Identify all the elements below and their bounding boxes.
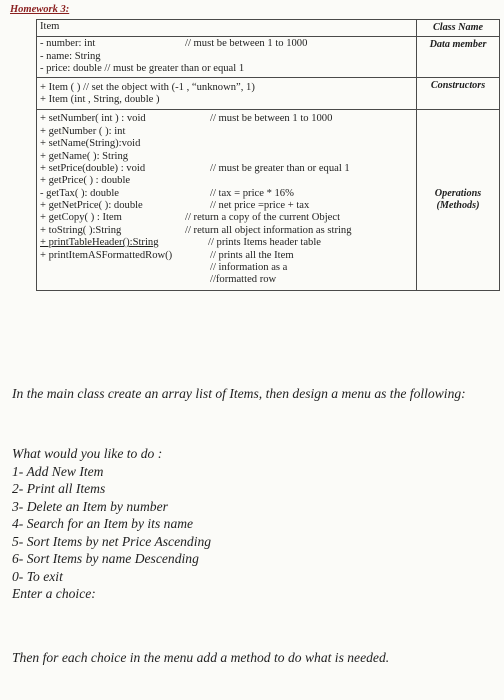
constructors-row bbox=[37, 77, 500, 110]
method-signature: + setNumber( int ) : void bbox=[40, 113, 146, 125]
operation-line bbox=[40, 212, 413, 224]
method-comment: // return all object information as string bbox=[185, 224, 352, 236]
data-members-row bbox=[37, 37, 500, 77]
member-line: - price: double // must be greater than or equal 1 bbox=[40, 63, 245, 75]
menu-prompt: What would you like to do : bbox=[12, 446, 163, 461]
method-signature: + toString( ):String bbox=[40, 224, 122, 236]
intro-paragraph: In the main class create an array list of Items, then design a menu as the following: bbox=[12, 386, 466, 401]
operations-row bbox=[37, 110, 500, 290]
operations-label: Operations (Methods) bbox=[417, 110, 500, 290]
method-comment: // tax = price * 16% bbox=[210, 187, 294, 199]
menu-option: 0- To exit bbox=[12, 568, 63, 584]
menu-option: 2- Print all Items bbox=[12, 481, 106, 496]
operation-line bbox=[40, 262, 413, 274]
outro-paragraph: Then for each choice in the menu add a method to do what is needed. bbox=[12, 650, 390, 665]
menu-option: 4- Search for an Item by its name bbox=[12, 516, 194, 531]
menu-option: 5- Sort Items by net Price Ascending bbox=[12, 533, 212, 549]
method-signature: + printItemASFormattedRow() bbox=[40, 249, 173, 261]
constructor-line: + Item (int , String, double ) bbox=[40, 93, 160, 105]
homework-heading: Homework 3: bbox=[10, 4, 70, 15]
method-signature: + setPrice(double) : void bbox=[40, 162, 146, 174]
method-comment: //formatted row bbox=[210, 274, 277, 286]
operations-cell bbox=[37, 110, 417, 290]
operation-line bbox=[40, 225, 413, 237]
method-signature: + getCopy( ) : Item bbox=[40, 212, 122, 224]
table-header-row bbox=[37, 20, 500, 37]
header-item-cell: Item bbox=[37, 20, 417, 37]
method-comment: // net price =price + tax bbox=[210, 200, 310, 212]
method-signature: + getPrice( ) : double bbox=[40, 175, 131, 187]
menu-option: 3- Delete an Item by number bbox=[12, 498, 168, 514]
operation-line bbox=[40, 113, 413, 125]
menu-option: 6- Sort Items by name Descending bbox=[12, 551, 199, 566]
data-members-cell bbox=[37, 37, 417, 77]
operation-line bbox=[40, 138, 413, 150]
member-line: - number: int // must be between 1 to 1000 bbox=[40, 38, 308, 50]
operation-line bbox=[40, 237, 413, 249]
method-signature: + getNetPrice( ): double bbox=[40, 200, 143, 212]
data-member-label: Data member bbox=[417, 37, 500, 77]
menu-block bbox=[12, 445, 500, 603]
member-line: - name: String bbox=[40, 50, 101, 62]
enter-choice: Enter a choice: bbox=[12, 586, 96, 601]
method-signature: + setName(String):void bbox=[40, 138, 141, 150]
operation-line bbox=[40, 200, 413, 212]
operation-line bbox=[40, 163, 413, 175]
menu-option: 1- Add New Item bbox=[12, 463, 104, 479]
method-comment: // return a copy of the current Object bbox=[185, 212, 341, 224]
constructor-line: + Item ( ) // set the object with (-1 , “unknown”, 1) bbox=[40, 81, 255, 93]
header-class-name-cell: Class Name bbox=[417, 20, 500, 37]
method-signature: + getName( ): String bbox=[40, 150, 129, 162]
method-comment: // must be greater than or equal 1 bbox=[210, 162, 350, 174]
operation-line bbox=[40, 126, 413, 138]
method-comment: // must be between 1 to 1000 bbox=[210, 113, 333, 125]
menu-options bbox=[12, 463, 500, 586]
constructors-label: Constructors bbox=[417, 77, 500, 110]
method-signature: + getNumber ( ): int bbox=[40, 125, 126, 137]
method-comment: // information as a bbox=[210, 262, 288, 274]
operation-line bbox=[40, 274, 413, 286]
uml-class-table bbox=[36, 19, 500, 291]
method-signature: - getTax( ): double bbox=[40, 187, 119, 199]
method-signature: + printTableHeader():String bbox=[40, 237, 159, 249]
operation-line bbox=[40, 175, 413, 187]
constructors-cell bbox=[37, 77, 417, 110]
operation-line bbox=[40, 151, 413, 163]
method-comment: // prints Items header table bbox=[208, 237, 321, 249]
operation-line bbox=[40, 250, 413, 262]
method-comment: // prints all the Item bbox=[210, 249, 294, 261]
operation-line bbox=[40, 188, 413, 200]
